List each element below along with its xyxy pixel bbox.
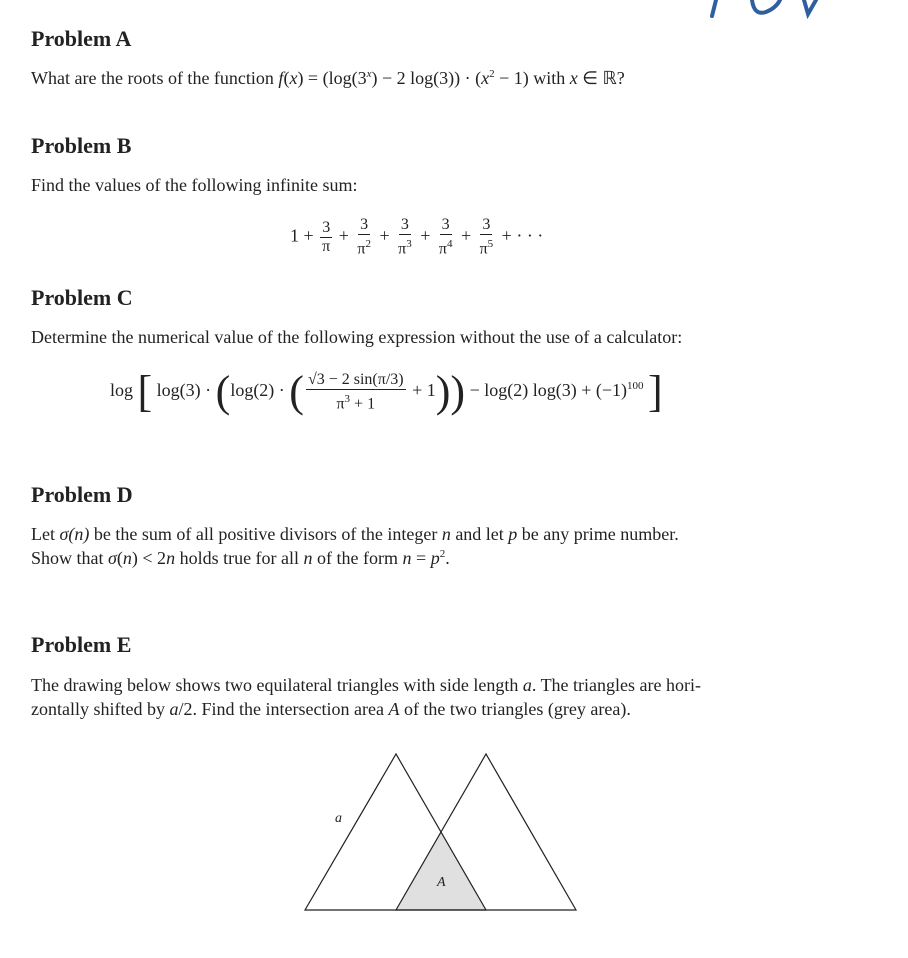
problem-c-text: Determine the numerical value of the following expression without the use of a calculator: bbox=[31, 327, 683, 347]
problem-d-text: and let bbox=[450, 524, 509, 544]
problem-e-text: zontally shifted by bbox=[31, 699, 170, 719]
n-symbol: n bbox=[303, 548, 313, 568]
side-label: a bbox=[335, 811, 342, 826]
problem-a-text-3: ? bbox=[616, 68, 625, 88]
problem-a-text-1: What are the roots of the function bbox=[31, 68, 279, 88]
a-symbol: a bbox=[522, 675, 532, 695]
problem-e-text: . The triangles are hori- bbox=[531, 675, 701, 695]
problem-e-text: of the two triangles (grey area). bbox=[399, 699, 631, 719]
n-equals-p-squared: $n = p^2$ bbox=[402, 548, 446, 568]
problem-a-formula: $f(x) = (\log(3^x) - 2$ $\log(3)) \cdot (x^2 - 1)$ bbox=[278, 68, 529, 88]
inequality: σ(n) < 2n bbox=[108, 548, 176, 568]
problem-d-text: be any prime number. bbox=[517, 524, 679, 544]
problem-d-heading: Problem D bbox=[31, 482, 133, 507]
problem-e-heading: Problem E bbox=[31, 632, 132, 657]
a-half: a/2 bbox=[169, 699, 193, 719]
problem-d-text: holds true for all bbox=[175, 548, 304, 568]
n-symbol: n bbox=[441, 524, 451, 544]
problem-e-text: . Find the intersection area bbox=[192, 699, 389, 719]
problem-d-text: Show that bbox=[31, 548, 109, 568]
problem-d-text: of the form bbox=[312, 548, 403, 568]
area-label: A bbox=[437, 875, 446, 890]
problem-d-text: . bbox=[445, 548, 450, 568]
area-symbol: A bbox=[388, 699, 400, 719]
problem-a-text-2: with bbox=[528, 68, 570, 88]
problem-d-text: Let bbox=[31, 524, 60, 544]
problem-e-text: The drawing below shows two equilateral triangles with side length bbox=[31, 675, 523, 695]
problem-c-heading: Problem C bbox=[31, 285, 133, 310]
p-symbol: p bbox=[508, 524, 518, 544]
sigma-n: σ(n) bbox=[59, 524, 90, 544]
problem-b-series: 1 + $\frac{3}{\pi}$ + $\frac{3}{\pi^2}$ + $\frac{3}{\pi^3}$ + $\frac{3}{\pi^4}$ + $\frac{3}{\pi^5}$ + · · · bbox=[290, 216, 544, 258]
problem-c-expression: log [ log(3) · (log(2) · ( $\frac{√3 - 2 \sin(\pi/3)}{\pi^3 + 1}$ + 1)) − log(2) $\log(3) + (-1)^{100}$ ] bbox=[110, 367, 663, 416]
problem-b-heading: Problem B bbox=[31, 133, 132, 158]
problem-a-domain: x ∈ ℝ bbox=[569, 68, 617, 88]
intersection-area bbox=[396, 832, 486, 910]
problem-d-text: be the sum of all positive divisors of the integer bbox=[89, 524, 442, 544]
problem-b-text: Find the values of the following infinite sum: bbox=[31, 175, 358, 195]
problem-a-heading: Problem A bbox=[31, 26, 132, 51]
